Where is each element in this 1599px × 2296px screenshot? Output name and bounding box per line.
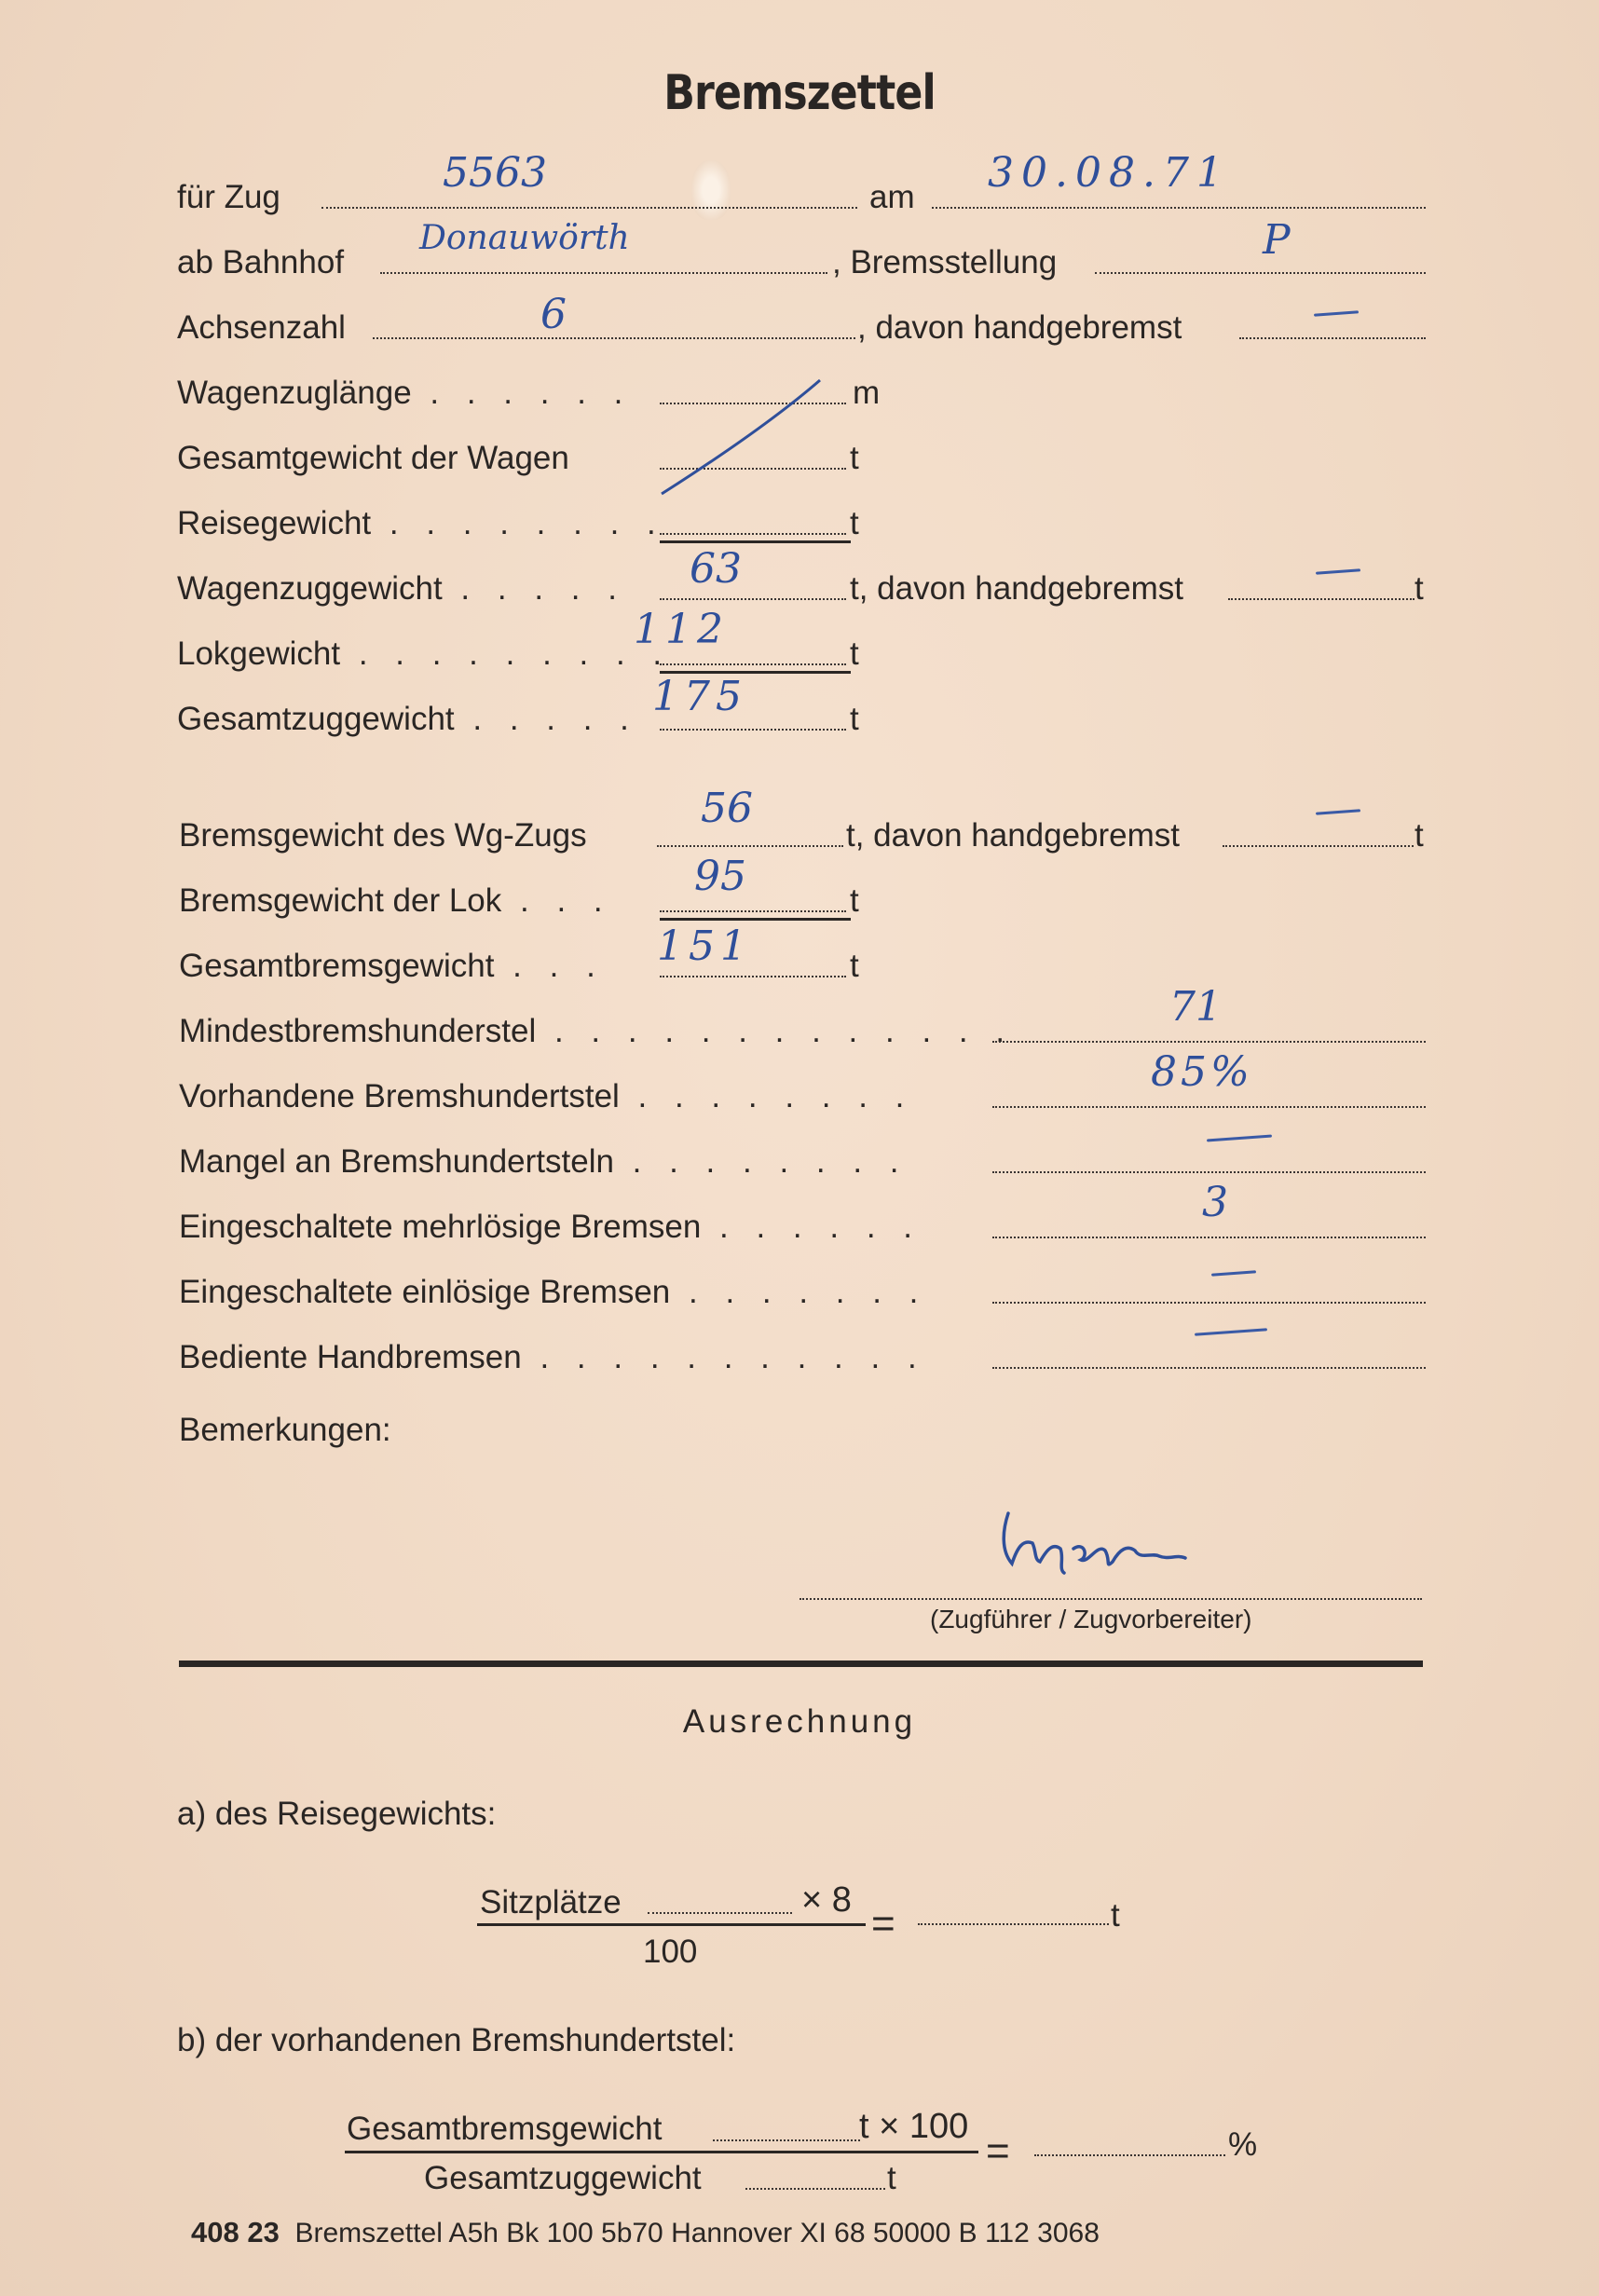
signature-caption: (Zugführer / Zugvorbereiter) xyxy=(930,1605,1252,1633)
wagenzuggewicht-line[interactable] xyxy=(660,598,846,600)
handbremsen-label: Bediente Handbremsen . . . . . . . . . . . xyxy=(179,1339,926,1375)
reisegewicht-unit: t xyxy=(850,505,859,541)
zug-label: für Zug xyxy=(177,179,280,215)
a-equals: = xyxy=(871,1901,895,1947)
mehrloesig-label: Eingeschaltete mehrlösige Bremsen . . . . . . xyxy=(179,1209,922,1245)
bremsgewicht-lok-line[interactable] xyxy=(660,910,846,912)
lokgewicht-value: 112 xyxy=(634,606,729,653)
form-footer xyxy=(191,2216,1100,2249)
einloesig-dash xyxy=(1211,1270,1256,1276)
signature xyxy=(995,1502,1200,1577)
reisegewicht-underline xyxy=(660,540,851,543)
achsenzahl-label: Achsenzahl xyxy=(177,309,346,346)
bremsgewicht-lok-value: 95 xyxy=(694,853,746,900)
wagenzuggewicht-label: Wagenzuggewicht . . . . . xyxy=(177,570,626,607)
b-equals: = xyxy=(986,2128,1010,2174)
gesamtzuggewicht-label: Gesamtzuggewicht . . . . . xyxy=(177,701,638,737)
bremsgewicht-lok-label: Bremsgewicht der Lok . . . xyxy=(179,882,612,919)
gesamtbremsgewicht-unit: t xyxy=(850,948,859,984)
bremsgewicht-wg-hand-unit: t xyxy=(1414,817,1424,854)
wagenzug-hand-dash xyxy=(1316,568,1360,574)
einloesig-label: Eingeschaltete einlösige Bremsen . . . . . . . xyxy=(179,1274,928,1310)
bremsgewicht-wg-hand-dash xyxy=(1316,809,1360,814)
mehrloesig-line[interactable] xyxy=(992,1237,1426,1238)
am-line[interactable] xyxy=(932,207,1426,209)
signature-line[interactable] xyxy=(800,1598,1422,1600)
bremsgewicht-lok-underline xyxy=(660,918,851,921)
lokgewicht-unit: t xyxy=(850,636,859,672)
b-times: t × 100 xyxy=(859,2107,969,2146)
gesamtbremsgewicht-label: Gesamtbremsgewicht . . . xyxy=(179,948,605,984)
bremsstellung-label: , Bremsstellung xyxy=(832,244,1058,280)
am-label: am xyxy=(869,179,915,215)
wagenzug-hand-label: t, davon handgebremst xyxy=(850,570,1184,607)
achs-hand-label: , davon handgebremst xyxy=(857,309,1182,346)
a-fraction-bar xyxy=(477,1923,866,1926)
b-numerator: Gesamtbremsgewicht xyxy=(347,2111,663,2147)
a-result-line[interactable] xyxy=(918,1923,1109,1925)
lokgewicht-line[interactable] xyxy=(660,663,846,665)
lokgewicht-label: Lokgewicht . . . . . . . . . xyxy=(177,636,672,672)
handbremsen-dash xyxy=(1195,1328,1267,1335)
gesamtzuggewicht-unit: t xyxy=(850,701,859,737)
gesamtzuggewicht-value: 175 xyxy=(652,673,747,720)
b-gesamtbremsgewicht-line[interactable] xyxy=(713,2139,860,2141)
bremsgewicht-lok-unit: t xyxy=(850,882,859,919)
ausrechnung-b-label: b) der vorhandenen Bremshundertstel: xyxy=(177,2022,736,2058)
form-number: 408 23 xyxy=(191,2216,280,2248)
bremsgewicht-wg-value: 56 xyxy=(701,785,753,832)
b-denominator-unit: t xyxy=(887,2160,896,2196)
wagenzug-hand-line[interactable] xyxy=(1228,598,1414,600)
wagenzug-hand-unit: t xyxy=(1414,570,1424,607)
bremsstellung-line[interactable] xyxy=(1095,272,1426,274)
gesamtbremsgewicht-value: 151 xyxy=(657,922,752,970)
bremsgewicht-wg-line[interactable] xyxy=(657,845,843,847)
form-imprint: Bremszettel A5h Bk 100 5b70 Hannover XI 68 50000 B 112 3068 xyxy=(294,2218,1100,2248)
bremsstellung-value: P xyxy=(1263,216,1291,264)
a-sitzplaetze-line[interactable] xyxy=(648,1912,792,1914)
b-fraction-bar xyxy=(345,2151,978,2153)
mangel-line[interactable] xyxy=(992,1171,1426,1173)
bremsgewicht-wg-hand-line[interactable] xyxy=(1223,845,1414,847)
bahnhof-value: Donauwörth xyxy=(419,219,630,257)
b-gesamtzuggewicht-line[interactable] xyxy=(745,2188,885,2190)
ausrechnung-a-label: a) des Reisegewichts: xyxy=(177,1796,497,1832)
gesamtgewicht-wagen-label: Gesamtgewicht der Wagen xyxy=(177,440,569,476)
mindest-label: Mindestbremshunderstel . . . . . . . . . . . . . xyxy=(179,1013,1015,1049)
zug-value: 5563 xyxy=(443,149,547,197)
handbremsen-line[interactable] xyxy=(992,1367,1426,1369)
punch-hole xyxy=(691,160,731,220)
gesamtbremsgewicht-line[interactable] xyxy=(660,976,846,977)
ausrechnung-heading: Ausrechnung xyxy=(682,1703,917,1740)
section-divider xyxy=(179,1660,1423,1667)
mangel-dash xyxy=(1207,1135,1272,1142)
achs-hand-dash xyxy=(1314,310,1359,316)
achsenzahl-value: 6 xyxy=(540,291,567,338)
gesamtgewicht-wagen-unit: t xyxy=(850,440,859,476)
form-title: Bremszettel xyxy=(663,65,936,121)
b-unit: % xyxy=(1228,2126,1258,2163)
mindest-value: 71 xyxy=(1169,983,1222,1031)
reisegewicht-line[interactable] xyxy=(660,533,846,535)
b-denominator: Gesamtzuggewicht xyxy=(424,2160,702,2196)
wagenzuggewicht-value: 63 xyxy=(690,545,742,593)
bahnhof-line[interactable] xyxy=(380,272,827,274)
vorhanden-label: Vorhandene Bremshundertstel . . . . . . . . xyxy=(179,1078,914,1114)
vorhanden-value: 85% xyxy=(1151,1048,1253,1096)
a-denominator: 100 xyxy=(643,1934,698,1970)
gesamtzuggewicht-line[interactable] xyxy=(660,729,846,731)
achsenzahl-line[interactable] xyxy=(373,337,855,339)
strike-slash xyxy=(652,373,839,503)
mangel-label: Mangel an Bremshundertsteln . . . . . . . . xyxy=(179,1143,909,1180)
reisegewicht-label: Reisegewicht . . . . . . . . xyxy=(177,505,665,541)
zug-line[interactable] xyxy=(321,207,857,209)
bremsgewicht-wg-label: Bremsgewicht des Wg-Zugs xyxy=(179,817,587,854)
mehrloesig-value: 3 xyxy=(1202,1179,1228,1226)
mindest-line[interactable] xyxy=(992,1041,1426,1043)
am-value: 30.08.71 xyxy=(988,149,1230,197)
wagenzuglaenge-label: Wagenzuglänge . . . . . . xyxy=(177,375,633,411)
bemerkungen-label: Bemerkungen: xyxy=(179,1412,391,1448)
bahnhof-label: ab Bahnhof xyxy=(177,244,345,280)
a-times: × 8 xyxy=(801,1880,852,1920)
bremsgewicht-wg-hand-label: t, davon handgebremst xyxy=(846,817,1181,854)
a-numerator: Sitzplätze xyxy=(480,1884,622,1920)
b-result-line[interactable] xyxy=(1034,2154,1225,2156)
vorhanden-line[interactable] xyxy=(992,1106,1426,1108)
wagenzuglaenge-unit: m xyxy=(853,375,881,411)
a-unit: t xyxy=(1111,1897,1120,1934)
achs-hand-line[interactable] xyxy=(1239,337,1426,339)
einloesig-line[interactable] xyxy=(992,1302,1426,1304)
